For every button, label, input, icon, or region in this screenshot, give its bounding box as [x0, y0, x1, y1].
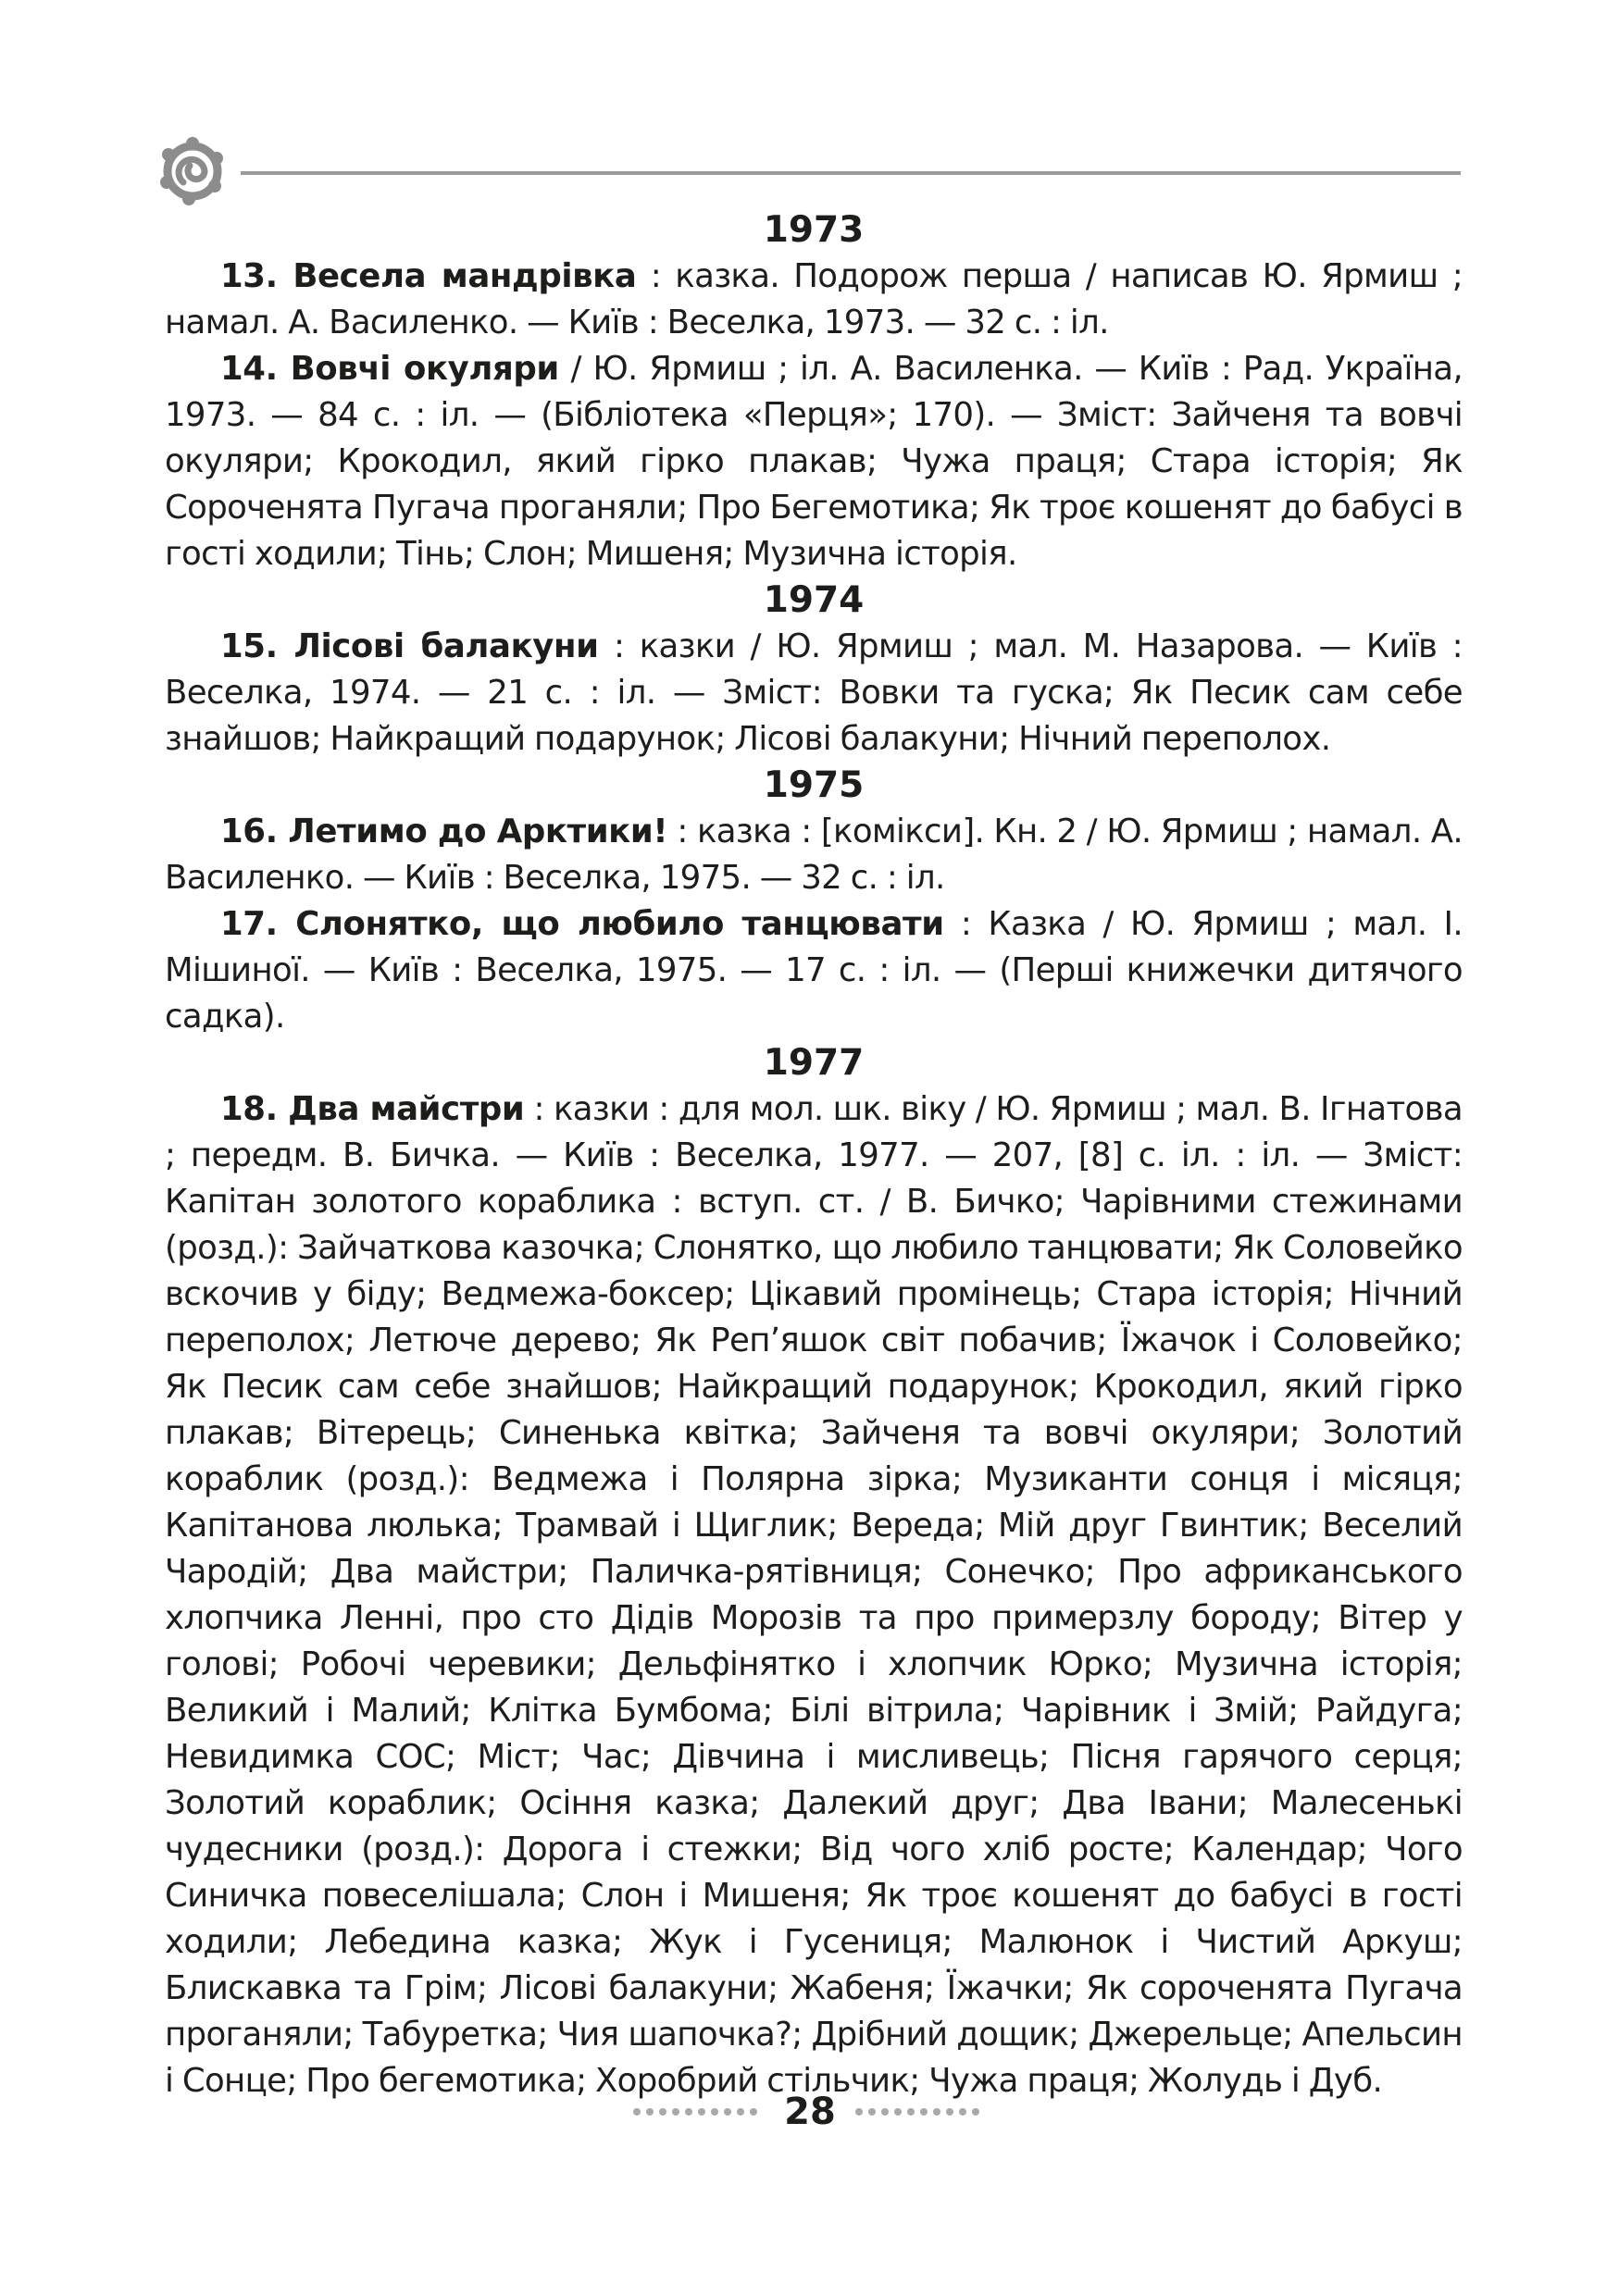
dot — [855, 2108, 863, 2116]
dot — [646, 2108, 654, 2116]
dot — [633, 2108, 641, 2116]
dot — [868, 2108, 876, 2116]
bibliography — [165, 207, 1463, 2104]
entry-number: 13. — [220, 257, 278, 295]
dot — [946, 2108, 953, 2116]
dot — [959, 2108, 966, 2116]
entry-number: 15. — [220, 627, 278, 665]
page-footer — [0, 2084, 1619, 2140]
bibliography-entry-13 — [165, 254, 1463, 346]
bibliography-entry-14 — [165, 346, 1463, 577]
entry-description: : казки / Ю. Ярмиш ; мал. М. Назарова. — Київ : Веселка, 1974. — 21 с. : іл. — Зміст: Вовки та гуска; Як Песик сам себе знайшов; Найкращий подарунок; Лісові балакуни; Нічний переполох. — [165, 627, 1463, 758]
year-heading: 1977 — [763, 1042, 865, 1084]
entry-title: Вовчі окуляри — [290, 350, 559, 388]
entry-title: Лісові балакуни — [293, 627, 599, 665]
dot — [737, 2108, 744, 2116]
entry-description: : казки : для мол. шк. віку / Ю. Ярмиш ; мал. В. Ігнатова ; передм. В. Бичка. — Київ : Веселка, 1977. — 207, [8] с. іл. : іл. — Зміст: Капітан золотого кораблика : вступ. ст. / В. Бичко; Чарівними стежинами (розд.): Зайчаткова казочка; Слонятко, що любило танцювати; Як Соловейко вскочив у біду; Ведмежа-боксер; Цікавий промінець; Стара історія; Нічний переполох; Летюче дерево; Як Реп’яшок світ побачив; Їжачок і Соловейко; Як Песик сам себе знайшов; Найкращий подарунок; Крокодил, який гірко плакав; Вітерець; Синенька квітка; Зайченя та вовчі окуляри; Золотий кораблик (розд.): Ведмежа і Полярна зірка; Музиканти сонця і місяця; Капітанова люлька; Трамвай і Щиглик; Вереда; Мій друг Гвинтик; Веселий Чародій; Два майстри; Паличка-рятівниця; Сонечко; Про африканського хлопчика Ленні, про сто Дідів Морозів та про примерзлу бороду; Вітер у голові; Робочі черевики; Дельфінятко і хлопчик Юрко; Музична історія; Великий і Малий; Клітка Бумбома; Білі вітрила; Чарівник і Змій; Райдуга; Невидимка СОС; Міст; Час; Дівчина і мисливець; Пісня гарячого серця; Золотий кораблик; Осіння казка; Далекий друг; Два Івани; Малесенькі чудесники (розд.): Дорога і стежки; Від чого хліб росте; Календар; Чого Синичка повеселішала; Слон і Мишеня; Як троє кошенят до бабусі в гості ходили; Лебедина казка; Жук і Гусениця; Малюнок і Чистий Аркуш; Блискавка та Грім; Лісові балакуни; Жабеня; Їжачки; Як сороченята Пугача проганяли; Табуретка; Чия шапочка?; Дрібний дощик; Джерельце; Апельсин і Сонце; Про бегемотика; Хоробрий стільчик; Чужа праця; Жолудь і Дуб. — [165, 1090, 1463, 2100]
dot — [933, 2108, 940, 2116]
year-heading: 1974 — [763, 579, 865, 621]
bibliography-entry-18 — [165, 1086, 1463, 2104]
entry-title: Два майстри — [288, 1090, 525, 1128]
entry-title: Слонятко, що любило танцювати — [295, 905, 944, 943]
dot — [881, 2108, 889, 2116]
year-section-1977 — [165, 1040, 1463, 2104]
year-heading: 1973 — [763, 209, 865, 251]
bibliography-entry-15 — [165, 624, 1463, 763]
entry-title: Весела мандрівка — [293, 257, 637, 295]
dot — [920, 2108, 928, 2116]
year-section-1973 — [165, 207, 1463, 577]
dot — [894, 2108, 902, 2116]
year-section-1975 — [165, 763, 1463, 1040]
header-rule — [241, 171, 1461, 175]
entry-description: : Казка / Ю. Ярмиш ; мал. І. Мішиної. — Київ : Веселка, 1975. — 17 с. : іл. — (Перші книжечки дитячого садка). — [165, 905, 1463, 1036]
entry-number: 18. — [220, 1090, 278, 1128]
dot — [907, 2108, 915, 2116]
entry-description: : казка : [комікси]. Кн. 2 / Ю. Ярмиш ; намал. А. Василенко. — Київ : Веселка, 1975. — 32 с. : іл. — [165, 813, 1463, 897]
entry-title: Летимо до Арктики! — [288, 813, 668, 850]
dot — [659, 2108, 666, 2116]
entry-description: : казка. Подорож перша / написав Ю. Ярмиш ; намал. А. Василенко. — Київ : Веселка, 1973. — 32 с. : іл. — [165, 257, 1463, 341]
dot — [711, 2108, 718, 2116]
bibliography-entry-17 — [165, 901, 1463, 1040]
dot — [698, 2108, 705, 2116]
entry-number: 16. — [220, 813, 278, 850]
dot — [672, 2108, 679, 2116]
page-header — [156, 134, 1461, 208]
dot — [750, 2108, 757, 2116]
year-section-1974 — [165, 577, 1463, 763]
dot — [685, 2108, 692, 2116]
rose-icon — [156, 134, 230, 208]
dot — [972, 2108, 979, 2116]
entry-number: 14. — [220, 350, 278, 388]
entry-description: / Ю. Ярмиш ; іл. А. Василенка. — Київ : Рад. Україна, 1973. — 84 с. : іл. — (Бібліотека «Перця»; 170). — Зміст: Зайченя та вовчі окуляри; Крокодил, який гірко плакав; Чужа праця; Стара історія; Як Сороченята Пугача проганяли; Про Бегемотика; Як троє кошенят до бабусі в гості ходили; Тінь; Слон; Мишеня; Музична історія. — [165, 350, 1463, 573]
bibliography-entry-16 — [165, 809, 1463, 901]
page-number: 28 — [784, 2091, 836, 2133]
dot — [724, 2108, 731, 2116]
entry-number: 17. — [220, 905, 278, 943]
year-heading: 1975 — [763, 764, 865, 806]
